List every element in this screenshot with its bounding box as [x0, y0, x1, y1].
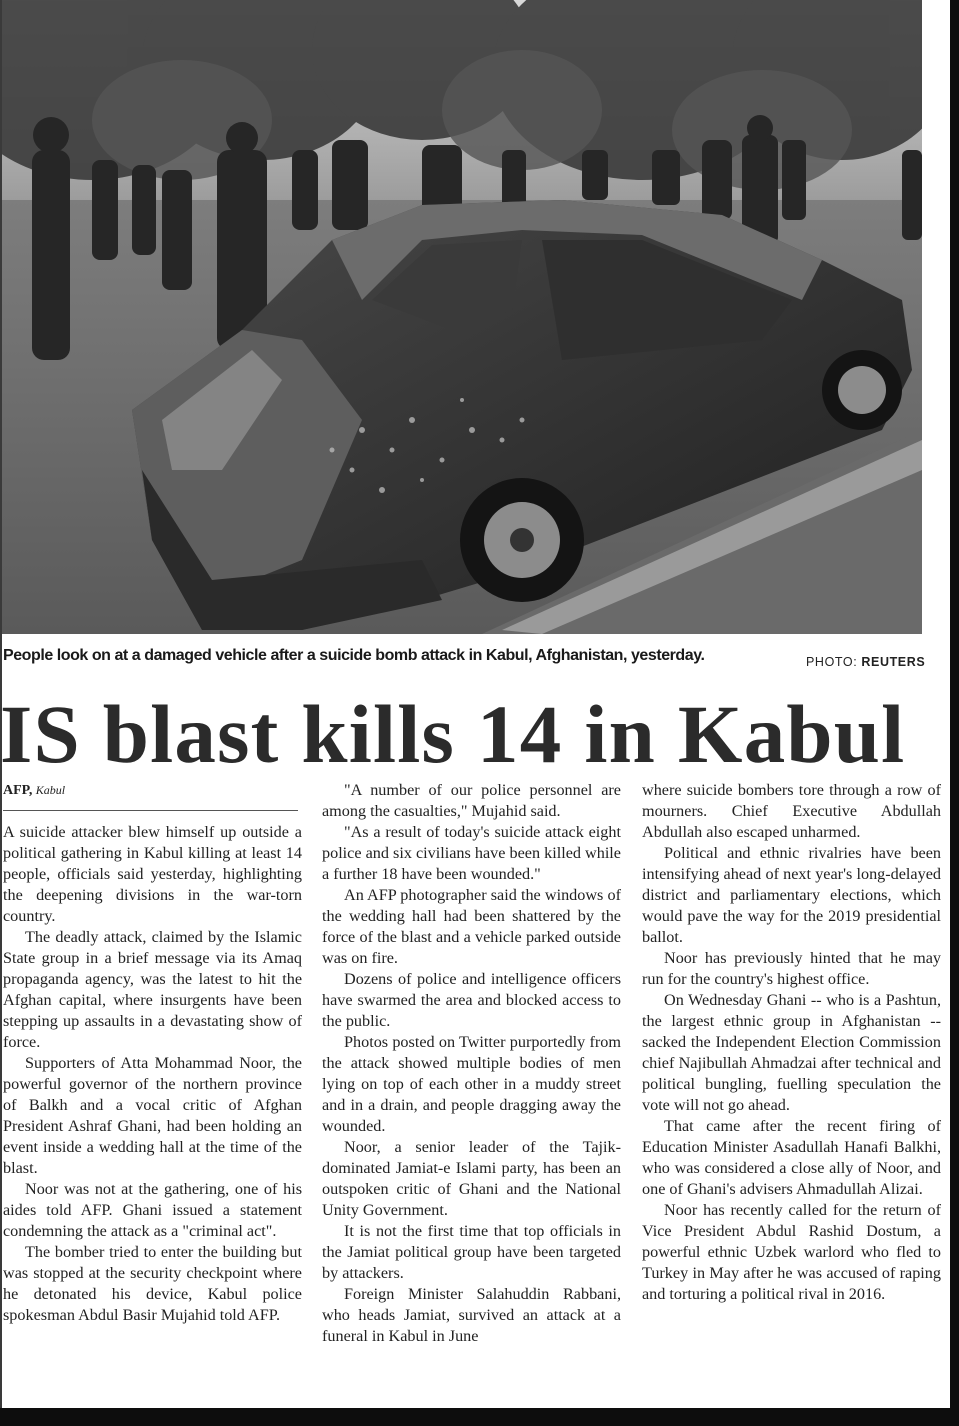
paragraph: Supporters of Atta Mohammad Noor, the powerful governor of the northern province of Balkh and a vocal critic of Afghan President Ashraf Ghani, had been holding an event inside a wedding hall at the time of the blast. [3, 1054, 302, 1177]
paragraph: Political and ethnic rivalries have been intensifying ahead of next year's long-delayed district and parliamentary elections, which would pave the way for the 2019 presidential ballot. [642, 844, 941, 946]
photo-caption: People look on at a damaged vehicle after a suicide bomb attack in Kabul, Afghanistan, yesterday. [3, 647, 705, 664]
photo-credit-label: PHOTO: [806, 655, 858, 669]
article-column-2 [322, 780, 621, 1347]
byline-place: Kabul [35, 783, 66, 797]
paragraph: A suicide attacker blew himself up outside a political gathering in Kabul killing at least 14 people, officials said yesterday, highlighting the deepening divisions in the war-torn country. [3, 823, 302, 925]
byline-divider [3, 810, 298, 811]
paragraph: Noor was not at the gathering, one of his aides told AFP. Ghani issued a statement condemning the attack as a "criminal act". [3, 1180, 302, 1240]
paragraph: That came after the recent firing of Education Minister Asadullah Hanafi Balkhi, who was considered a close ally of Noor, and one of Ghani's advisers Ahmadullah Alizai. [642, 1117, 941, 1198]
byline [3, 782, 65, 799]
paragraph: Noor, a senior leader of the Tajik-dominated Jamiat-e Islami party, has been an outspoken critic of Ghani and the National Unity Government. [322, 1138, 621, 1219]
frame-right-edge [950, 0, 959, 1426]
paragraph: The bomber tried to enter the building but was stopped at the security checkpoint where he detonated his device, Kabul police spokesman Abdul Basir Mujahid told AFP. [3, 1243, 302, 1324]
headline: IS blast kills 14 in Kabul [0, 688, 906, 780]
paragraph: Foreign Minister Salahuddin Rabbani, who heads Jamiat, survived an attack at a funeral in Kabul in June [322, 1285, 621, 1345]
paragraph: On Wednesday Ghani -- who is a Pashtun, the largest ethnic group in Afghanistan -- sacked the Independent Election Commission chief Najibullah Ahmadzai after technical and political bungling, fuelling speculation the vote will not go ahead. [642, 991, 941, 1114]
paragraph: An AFP photographer said the windows of the wedding hall had been shattered by the force of the blast and a vehicle parked outside was on fire. [322, 886, 621, 967]
paragraph: It is not the first time that top officials in the Jamiat political group have been targeted by attackers. [322, 1222, 621, 1282]
photo-credit-source: REUTERS [861, 655, 926, 669]
frame-bottom-edge [0, 1408, 959, 1426]
news-photo [2, 0, 922, 634]
photo-credit [806, 655, 925, 669]
paragraph: "As a result of today's suicide attack eight police and six civilians have been killed while a further 18 have been wounded." [322, 823, 621, 883]
article-column-1 [3, 822, 302, 1326]
paragraph: The deadly attack, claimed by the Islamic State group in a brief message via its Amaq propaganda agency, was the latest to hit the Afghan capital, where insurgents have been stepping up assaults in a devastating show of force. [3, 928, 302, 1051]
paragraph: Dozens of police and intelligence officers have swarmed the area and blocked access to the public. [322, 970, 621, 1030]
paragraph: Noor has previously hinted that he may run for the country's highest office. [642, 949, 941, 988]
byline-agency: AFP, [3, 783, 33, 798]
article-column-3 [642, 780, 941, 1305]
paragraph: Noor has recently called for the return of Vice President Abdul Rashid Dostum, a powerful ethnic Uzbek warlord who fled to Turkey in May after he was accused of raping and torturing a political rival in 2016. [642, 1201, 941, 1303]
paragraph: Photos posted on Twitter purportedly from the attack showed multiple bodies of men lying on top of each other in a muddy street and in a drain, and people dragging away the wounded. [322, 1033, 621, 1135]
paragraph: "A number of our police personnel are among the casualties," Mujahid said. [322, 781, 621, 820]
paragraph: where suicide bombers tore through a row of mourners. Chief Executive Abdullah Abdullah also escaped unharmed. [642, 781, 941, 841]
